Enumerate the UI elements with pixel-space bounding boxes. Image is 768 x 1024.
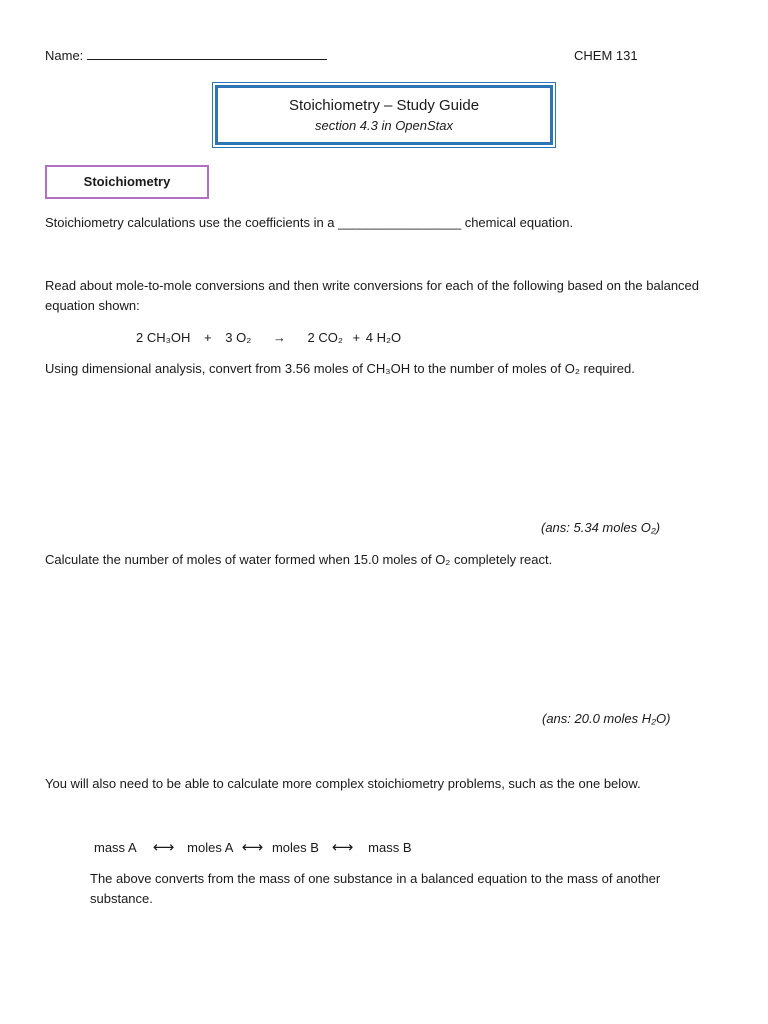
- coefficients-sentence: [45, 215, 573, 230]
- coefficients-sentence-end: chemical equation.: [464, 215, 574, 230]
- section-heading: Stoichiometry: [45, 165, 209, 199]
- chain-moles-a: moles A: [187, 840, 233, 855]
- question-1: Using dimensional analysis, convert from 3.56 moles of CH₃OH to the number of moles of O₂ required.: [45, 361, 635, 376]
- chain-moles-b: moles B: [271, 840, 319, 855]
- equation-product-1: 2 CO₂: [307, 330, 343, 345]
- answer-2: (ans: 20.0 moles H₂O): [542, 711, 671, 726]
- title-box-inner: [215, 85, 553, 145]
- chain-explanation: The above converts from the mass of one substance in a balanced equation to the mass of another substance.: [90, 871, 661, 906]
- page-title: Stoichiometry – Study Guide: [288, 97, 480, 114]
- equation-plus-2: +: [352, 330, 361, 345]
- balanced-equation: [136, 330, 401, 345]
- name-field: [45, 48, 327, 63]
- double-arrow-icon: ⟷: [331, 839, 354, 856]
- double-arrow-icon: ⟷: [152, 839, 175, 856]
- equation-reactant-2: 3 O₂: [225, 330, 252, 345]
- equation-plus-1: +: [204, 330, 212, 345]
- conversion-chain: [94, 838, 412, 856]
- chain-mass-b: mass B: [368, 840, 412, 855]
- page-subtitle: section 4.3 in OpenStax: [314, 118, 454, 133]
- title-box: [212, 82, 556, 148]
- chain-mass-a: mass A: [94, 840, 136, 855]
- double-arrow-icon: ⟷: [241, 839, 264, 856]
- name-blank-line: [87, 48, 327, 60]
- question-2: Calculate the number of moles of water formed when 15.0 moles of O₂ completely react.: [45, 552, 553, 567]
- course-code: CHEM 131: [574, 48, 638, 63]
- read-about-paragraph: Read about mole-to-mole conversions and then write conversions for each of the following based on the balanced equation shown:: [45, 278, 700, 313]
- equation-product-2: 4 H₂O: [365, 330, 402, 345]
- coefficients-blank: _________________: [338, 215, 462, 230]
- complex-intro: You will also need to be able to calculate more complex stoichiometry problems, such as the one below.: [45, 776, 641, 791]
- answer-1: (ans: 5.34 moles O₂): [541, 520, 661, 535]
- equation-reactant-1: 2 CH₃OH: [136, 330, 191, 345]
- coefficients-sentence-start: Stoichiometry calculations use the coefficients in a: [45, 215, 335, 230]
- equation-arrow: →: [272, 330, 286, 345]
- name-label: Name:: [45, 48, 84, 63]
